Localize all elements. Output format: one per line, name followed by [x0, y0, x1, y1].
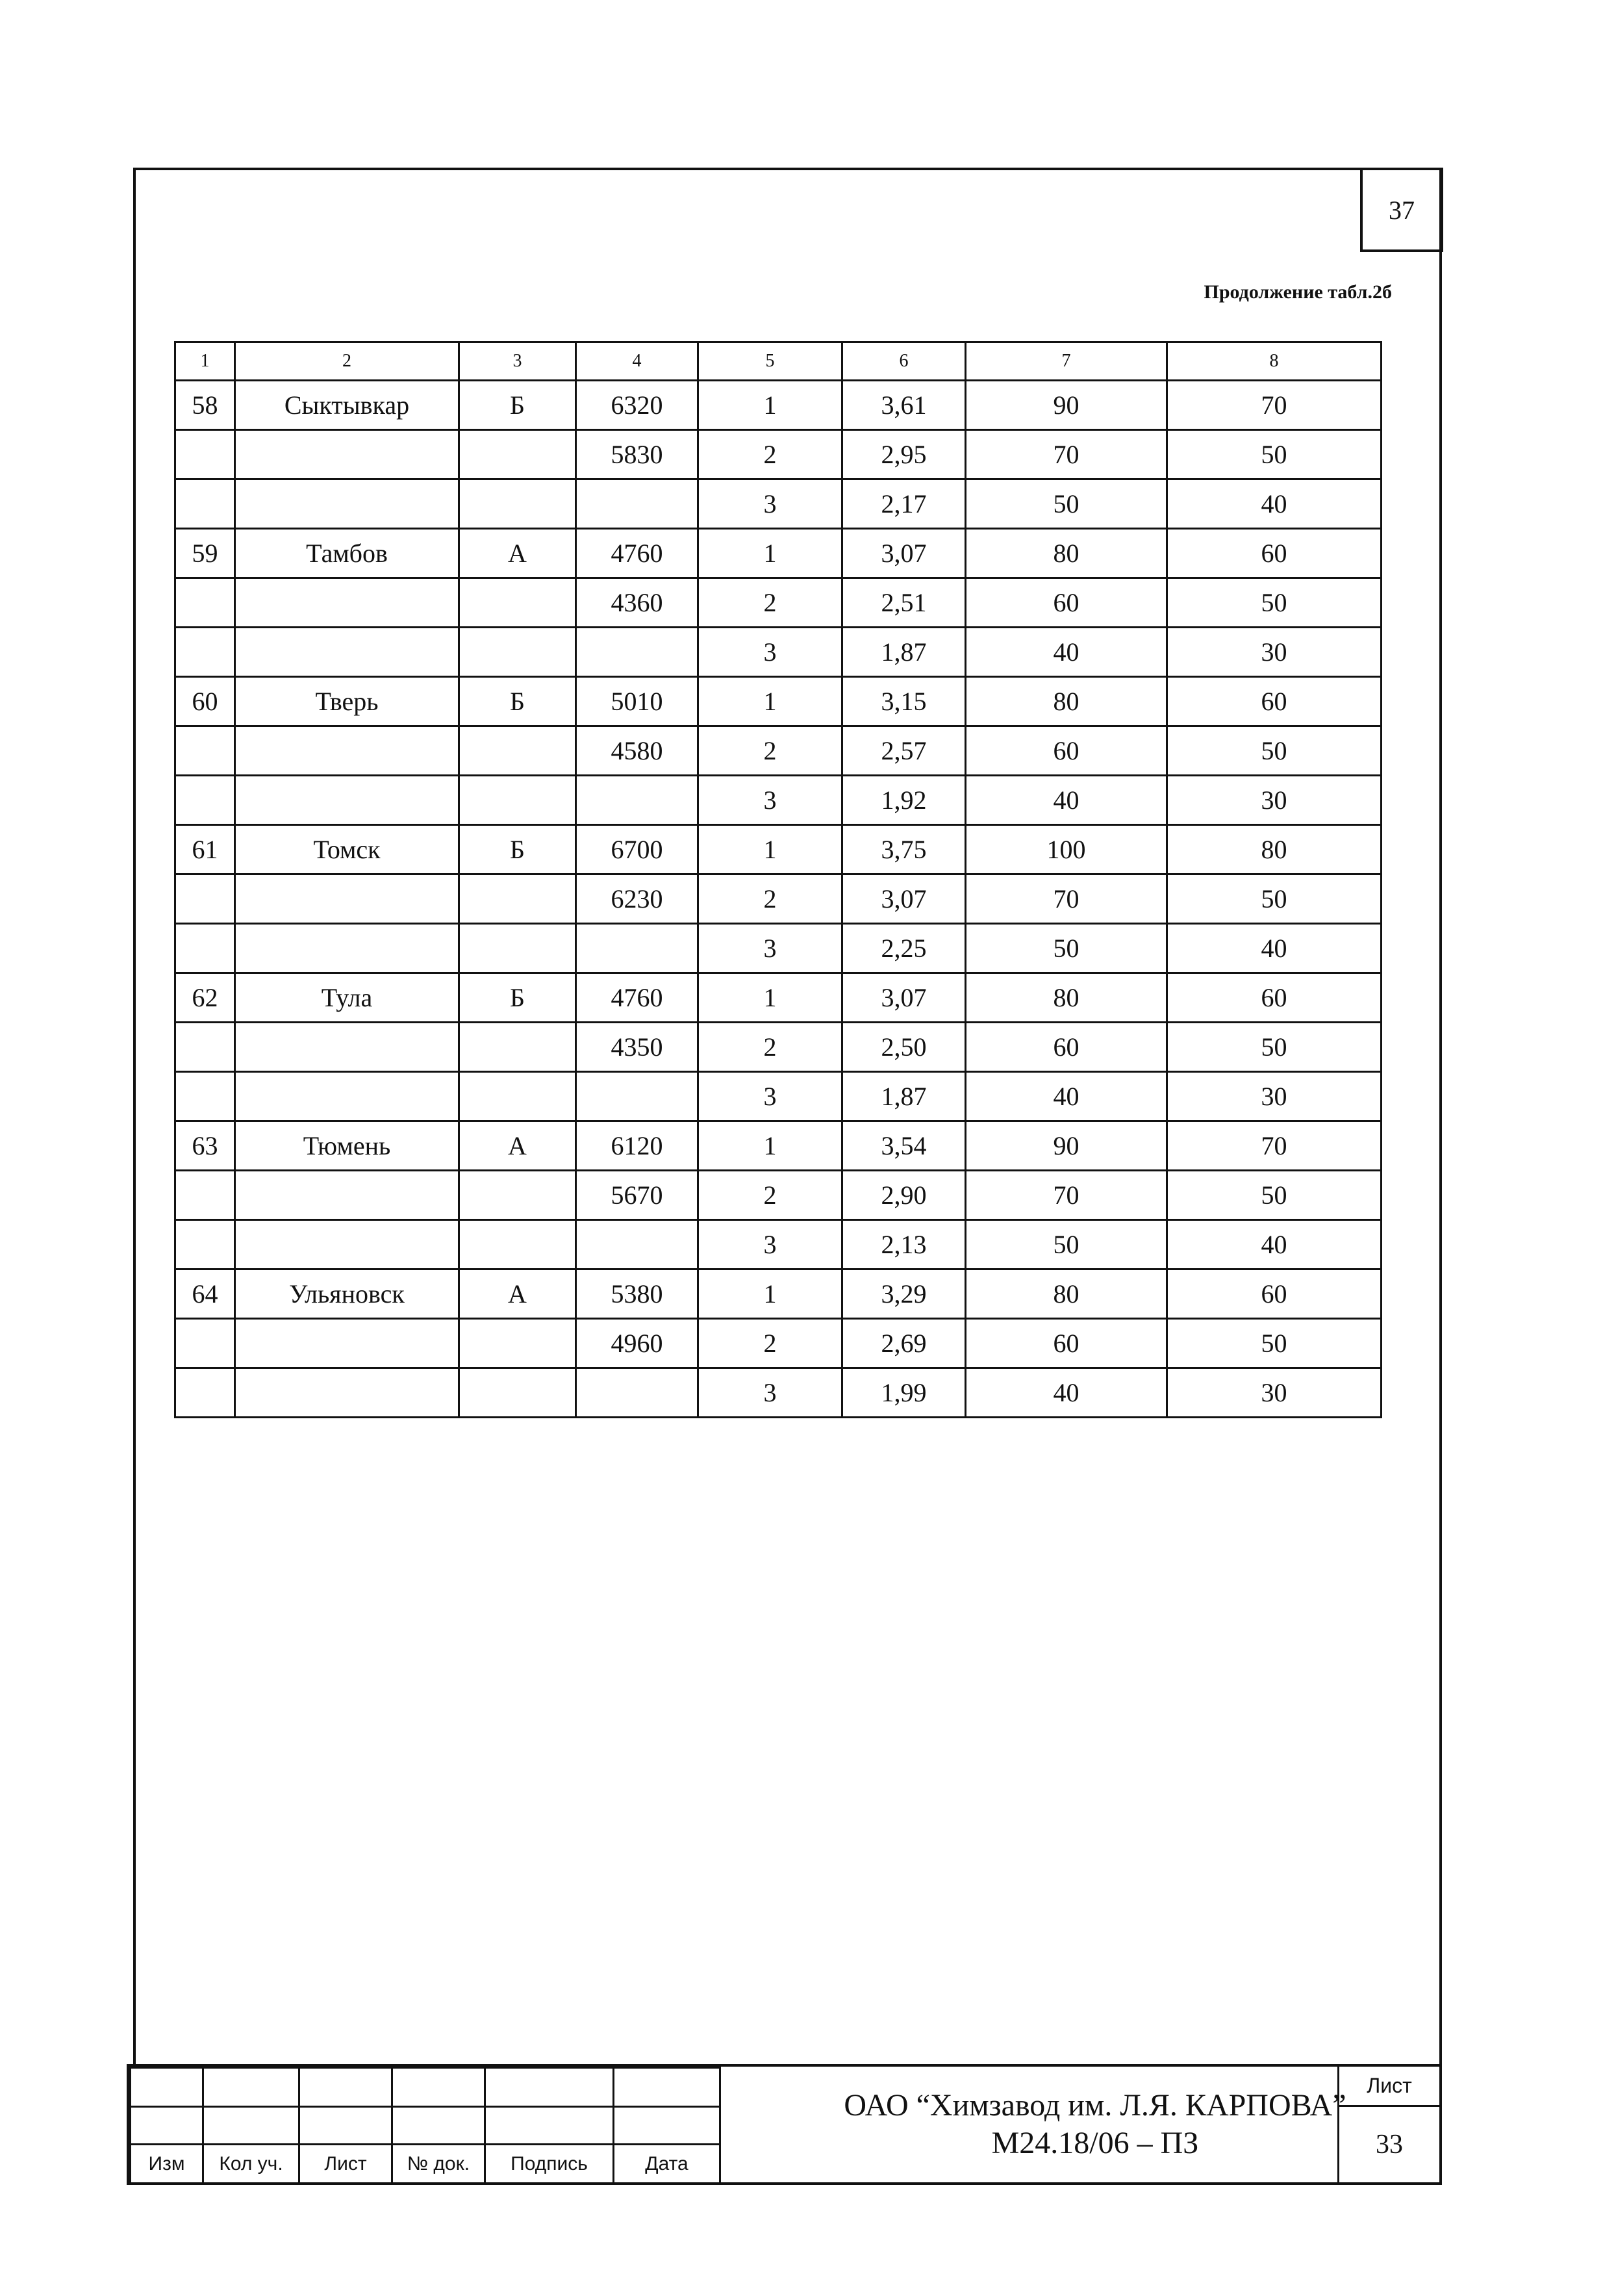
- table-cell: [235, 1072, 459, 1121]
- table-cell: [235, 1023, 459, 1072]
- table-cell: 40: [966, 1072, 1167, 1121]
- table-cell: [175, 1023, 235, 1072]
- table-row: [175, 776, 1382, 825]
- table-row: [175, 1121, 1382, 1171]
- table-cell: 40: [966, 776, 1167, 825]
- table-cell: Б: [459, 677, 576, 726]
- header-cell: 1: [175, 342, 235, 381]
- table-row: [175, 677, 1382, 726]
- table-cell: 50: [1167, 874, 1382, 924]
- table-cell: 60: [1167, 677, 1382, 726]
- table-cell: [459, 1319, 576, 1368]
- table-cell: 3: [698, 628, 842, 677]
- table-cell: 2,95: [842, 430, 966, 479]
- table-cell: 2,90: [842, 1171, 966, 1220]
- table-cell: [459, 1023, 576, 1072]
- table-cell: 50: [966, 1220, 1167, 1269]
- table-cell: 3,75: [842, 825, 966, 874]
- table-cell: 50: [966, 479, 1167, 529]
- table-cell: 2,13: [842, 1220, 966, 1269]
- title-block: [127, 2064, 1442, 2185]
- table-cell: 3: [698, 1072, 842, 1121]
- table-cell: 60: [966, 578, 1167, 628]
- table-row: [175, 874, 1382, 924]
- revision-cell: [131, 2107, 203, 2145]
- table-cell: 40: [1167, 479, 1382, 529]
- table-cell: Б: [459, 825, 576, 874]
- table-cell: [459, 874, 576, 924]
- table-row: [175, 479, 1382, 529]
- table-caption: Продолжение табл.2б: [1204, 281, 1392, 303]
- revision-cell: [614, 2068, 720, 2107]
- table-cell: 1,87: [842, 628, 966, 677]
- revision-cell: [203, 2107, 299, 2145]
- table-cell: 3,07: [842, 874, 966, 924]
- table-cell: 80: [966, 677, 1167, 726]
- table-row: [175, 726, 1382, 776]
- table-cell: 1: [698, 1121, 842, 1171]
- table-cell: 3: [698, 924, 842, 973]
- table-cell: [459, 479, 576, 529]
- table-cell: [459, 578, 576, 628]
- table-cell: 60: [966, 726, 1167, 776]
- table-cell: 1,92: [842, 776, 966, 825]
- table-cell: 4960: [576, 1319, 698, 1368]
- table-cell: [175, 479, 235, 529]
- header-cell: 5: [698, 342, 842, 381]
- table-cell: 2,50: [842, 1023, 966, 1072]
- table-cell: [576, 924, 698, 973]
- table-cell: [235, 776, 459, 825]
- table-cell: [235, 924, 459, 973]
- table-cell: Тверь: [235, 677, 459, 726]
- table-cell: 63: [175, 1121, 235, 1171]
- table-cell: [235, 479, 459, 529]
- table-cell: [175, 924, 235, 973]
- table-cell: 3: [698, 1368, 842, 1418]
- revision-label: Изм: [131, 2145, 203, 2184]
- table-cell: 50: [1167, 1023, 1382, 1072]
- table-cell: [235, 1220, 459, 1269]
- table-cell: 1: [698, 381, 842, 430]
- table-cell: [576, 628, 698, 677]
- table-cell: 5830: [576, 430, 698, 479]
- table-row: [175, 381, 1382, 430]
- table-cell: [235, 578, 459, 628]
- table-cell: 90: [966, 381, 1167, 430]
- table-cell: [175, 1220, 235, 1269]
- sheet-number: 33: [1337, 2107, 1439, 2182]
- table-cell: 70: [1167, 381, 1382, 430]
- table-cell: [175, 578, 235, 628]
- table-row: [175, 1220, 1382, 1269]
- table-cell: 2: [698, 726, 842, 776]
- table-header-row: [175, 342, 1382, 381]
- table-cell: [459, 1072, 576, 1121]
- revision-label: № док.: [392, 2145, 485, 2184]
- table-row: [175, 1269, 1382, 1319]
- table-cell: [459, 628, 576, 677]
- table-cell: 70: [966, 430, 1167, 479]
- table-cell: 1: [698, 825, 842, 874]
- revision-cell: [485, 2107, 614, 2145]
- document-code: М24.18/06 – ПЗ: [991, 2126, 1199, 2160]
- revision-cell: [392, 2068, 485, 2107]
- table-cell: [175, 874, 235, 924]
- header-cell: 7: [966, 342, 1167, 381]
- table-cell: [235, 874, 459, 924]
- table-cell: 6320: [576, 381, 698, 430]
- table-row: [175, 924, 1382, 973]
- table-cell: [235, 1171, 459, 1220]
- table-cell: 50: [1167, 578, 1382, 628]
- table-cell: [175, 430, 235, 479]
- table-cell: 62: [175, 973, 235, 1023]
- table-cell: 60: [966, 1023, 1167, 1072]
- table-cell: 50: [1167, 430, 1382, 479]
- table-cell: [459, 924, 576, 973]
- table-cell: [459, 776, 576, 825]
- data-table: [174, 341, 1382, 1418]
- table-cell: 2,17: [842, 479, 966, 529]
- table-cell: 3: [698, 776, 842, 825]
- table-cell: [175, 1319, 235, 1368]
- table-cell: 60: [175, 677, 235, 726]
- table-cell: 60: [1167, 1269, 1382, 1319]
- table-cell: 2,51: [842, 578, 966, 628]
- table-cell: 1: [698, 677, 842, 726]
- table-cell: [235, 628, 459, 677]
- table-cell: 30: [1167, 1368, 1382, 1418]
- table-cell: 60: [1167, 529, 1382, 578]
- table-cell: [235, 1368, 459, 1418]
- table-cell: 40: [1167, 1220, 1382, 1269]
- table-cell: [175, 1171, 235, 1220]
- table-cell: Тюмень: [235, 1121, 459, 1171]
- table-cell: 4760: [576, 973, 698, 1023]
- table-cell: [459, 430, 576, 479]
- table-cell: 50: [1167, 726, 1382, 776]
- table-cell: 1: [698, 529, 842, 578]
- table-cell: [235, 726, 459, 776]
- page-number-box: [1360, 168, 1443, 252]
- table-cell: 50: [966, 924, 1167, 973]
- organization-name: ОАО “Химзавод им. Л.Я. КАРПОВА”: [844, 2088, 1346, 2123]
- table-cell: [175, 628, 235, 677]
- table-cell: 61: [175, 825, 235, 874]
- table-cell: 3,61: [842, 381, 966, 430]
- table-cell: 1: [698, 973, 842, 1023]
- table-cell: 2: [698, 1319, 842, 1368]
- revision-cell: [203, 2068, 299, 2107]
- table-cell: 2,69: [842, 1319, 966, 1368]
- table-cell: 4760: [576, 529, 698, 578]
- table-cell: 3,07: [842, 529, 966, 578]
- revision-cell: [614, 2107, 720, 2145]
- table-cell: [576, 1220, 698, 1269]
- table-cell: 2: [698, 874, 842, 924]
- table-cell: 3,15: [842, 677, 966, 726]
- table-cell: [175, 726, 235, 776]
- header-cell: 2: [235, 342, 459, 381]
- revision-label: Кол уч.: [203, 2145, 299, 2184]
- table-cell: 40: [966, 1368, 1167, 1418]
- table-cell: Ульяновск: [235, 1269, 459, 1319]
- table-row: [175, 529, 1382, 578]
- header-cell: 4: [576, 342, 698, 381]
- table-cell: 6700: [576, 825, 698, 874]
- sheet-label: Лист: [1337, 2067, 1439, 2107]
- table-cell: [459, 1220, 576, 1269]
- table-cell: [175, 1072, 235, 1121]
- table-row: [175, 1072, 1382, 1121]
- header-cell: 6: [842, 342, 966, 381]
- table-cell: [175, 1368, 235, 1418]
- table-cell: 30: [1167, 628, 1382, 677]
- table-cell: 50: [1167, 1171, 1382, 1220]
- header-cell: 3: [459, 342, 576, 381]
- table-cell: 64: [175, 1269, 235, 1319]
- revision-cell: [392, 2107, 485, 2145]
- table-row: [175, 628, 1382, 677]
- revision-labels-row: [131, 2145, 720, 2184]
- revision-cell: [299, 2068, 392, 2107]
- table-cell: 50: [1167, 1319, 1382, 1368]
- table-cell: 5380: [576, 1269, 698, 1319]
- table-row: [175, 430, 1382, 479]
- table-cell: 3: [698, 1220, 842, 1269]
- table-cell: 4580: [576, 726, 698, 776]
- table-cell: 59: [175, 529, 235, 578]
- table-cell: 30: [1167, 776, 1382, 825]
- table-cell: 6230: [576, 874, 698, 924]
- table-cell: 2: [698, 578, 842, 628]
- revision-cell: [299, 2107, 392, 2145]
- table-cell: [459, 1171, 576, 1220]
- table-row: [175, 1023, 1382, 1072]
- table-cell: 4350: [576, 1023, 698, 1072]
- table-cell: 30: [1167, 1072, 1382, 1121]
- table-cell: 2: [698, 1023, 842, 1072]
- table-cell: Б: [459, 973, 576, 1023]
- table-cell: Сыктывкар: [235, 381, 459, 430]
- table-cell: 3,29: [842, 1269, 966, 1319]
- table-cell: 80: [966, 1269, 1167, 1319]
- table-cell: [459, 1368, 576, 1418]
- table-cell: Б: [459, 381, 576, 430]
- revision-cell: [131, 2068, 203, 2107]
- table-cell: 2: [698, 430, 842, 479]
- table-cell: 1,99: [842, 1368, 966, 1418]
- table-cell: 2: [698, 1171, 842, 1220]
- table-cell: 4360: [576, 578, 698, 628]
- table-cell: 2,25: [842, 924, 966, 973]
- table-cell: Тамбов: [235, 529, 459, 578]
- table-cell: 60: [966, 1319, 1167, 1368]
- table-cell: 70: [966, 874, 1167, 924]
- revision-label: Дата: [614, 2145, 720, 2184]
- table-cell: А: [459, 1121, 576, 1171]
- table-cell: 70: [966, 1171, 1167, 1220]
- table-cell: 100: [966, 825, 1167, 874]
- table-cell: 2,57: [842, 726, 966, 776]
- table-cell: 90: [966, 1121, 1167, 1171]
- table-body: [175, 342, 1382, 1418]
- table-row: [175, 825, 1382, 874]
- table-cell: 1: [698, 1269, 842, 1319]
- table-cell: 58: [175, 381, 235, 430]
- table-cell: А: [459, 529, 576, 578]
- table-row: [175, 578, 1382, 628]
- table-cell: Томск: [235, 825, 459, 874]
- table-cell: [576, 776, 698, 825]
- revision-label: Лист: [299, 2145, 392, 2184]
- revision-grid: [129, 2067, 721, 2184]
- table-cell: 80: [966, 529, 1167, 578]
- table-cell: [175, 776, 235, 825]
- page-number: 37: [1389, 195, 1415, 225]
- table-cell: 40: [1167, 924, 1382, 973]
- table-cell: А: [459, 1269, 576, 1319]
- table-cell: 70: [1167, 1121, 1382, 1171]
- table-cell: 1,87: [842, 1072, 966, 1121]
- table-cell: 6120: [576, 1121, 698, 1171]
- revision-cell: [485, 2068, 614, 2107]
- table-row: [175, 1171, 1382, 1220]
- table-cell: [576, 1072, 698, 1121]
- table-cell: Тула: [235, 973, 459, 1023]
- table-cell: 3: [698, 479, 842, 529]
- table-cell: [235, 1319, 459, 1368]
- table-cell: 80: [966, 973, 1167, 1023]
- table-cell: 60: [1167, 973, 1382, 1023]
- table-row: [175, 1319, 1382, 1368]
- table-cell: 5670: [576, 1171, 698, 1220]
- table-cell: 3,07: [842, 973, 966, 1023]
- revision-label: Подпись: [485, 2145, 614, 2184]
- table-cell: [576, 1368, 698, 1418]
- table-row: [175, 973, 1382, 1023]
- table-cell: [459, 726, 576, 776]
- table-cell: 5010: [576, 677, 698, 726]
- header-cell: 8: [1167, 342, 1382, 381]
- table-cell: 3,54: [842, 1121, 966, 1171]
- table-cell: [235, 430, 459, 479]
- table-cell: [576, 479, 698, 529]
- table-cell: 40: [966, 628, 1167, 677]
- table-cell: 80: [1167, 825, 1382, 874]
- table-row: [175, 1368, 1382, 1418]
